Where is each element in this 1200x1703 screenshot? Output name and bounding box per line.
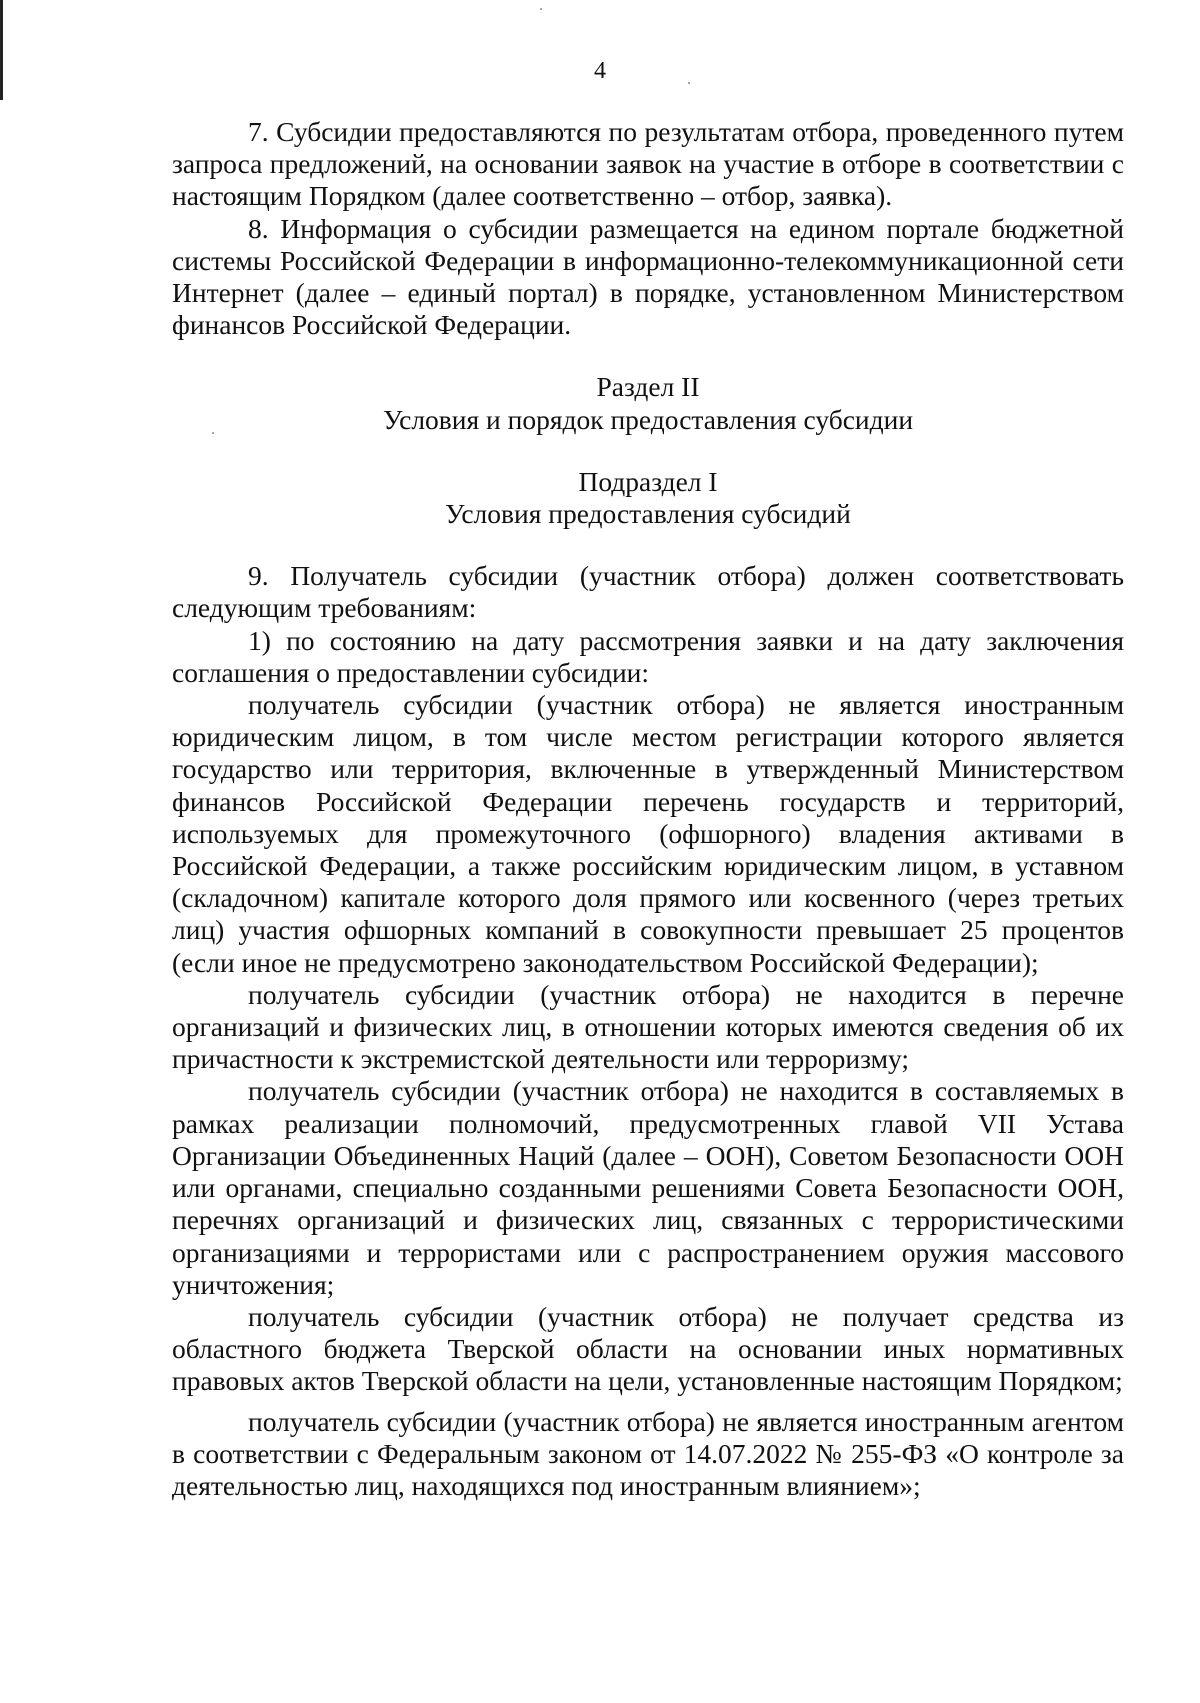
requirement-no-other-funds: получатель субсидии (участник отбора) не получает средства из областного бюджета Тверской области на основании иных нормативных правовых актов Тверской области на цели, установленные настоящим Порядком; <box>172 1300 1124 1397</box>
paragraph-8: 8. Информация о субсидии размещается на едином портале бюджетной системы Российской Федерации в информационно-телекоммуникационной сети Интернет (далее – единый портал) в порядке, установленном Министерством финансов Российской Федерации. <box>172 212 1124 341</box>
requirement-not-un-list: получатель субсидии (участник отбора) не находится в составляемых в рамках реализации полномочий, предусмотренных главой VII Устава Организации Объединенных Наций (далее – ООН), Советом Безопасности ООН или органами, специально созданными решениями Совета Безопасности ООН, перечнях организаций и физических лиц, связанных с террористическими организациями и террористами или с распространением оружия массового уничтожения; <box>172 1075 1124 1300</box>
clause-1: 1) по состоянию на дату рассмотрения заявки и на дату заключения соглашения о предоставлении субсидии: <box>172 624 1124 688</box>
subsection-title: Условия предоставления субсидий <box>445 498 851 530</box>
requirement-not-extremist-list: получатель субсидии (участник отбора) не находится в перечне организаций и физических лиц, в отношении которых имеются сведения об их причастности к экстремистской деятельности или терроризму; <box>172 978 1124 1075</box>
paragraph-7: 7. Субсидии предоставляются по результатам отбора, проведенного путем запроса предложений, на основании заявок на участие в отборе в соответствии с настоящим Порядком (далее соответственно – отбор, заявка). <box>172 116 1124 212</box>
requirement-not-foreign-agent: получатель субсидии (участник отбора) не является иностранным агентом в соответствии с Федеральным законом от 14.07.2022 № 255-ФЗ «О контроле за деятельностью лиц, находящихся под иностранным влиянием»; <box>172 1405 1124 1501</box>
scan-speck <box>540 8 542 10</box>
document-body <box>172 116 1124 1502</box>
page-number: 4 <box>594 58 606 84</box>
subsection-label: Подраздел I <box>578 465 718 497</box>
section-label: Раздел II <box>596 371 700 403</box>
paragraph-9: 9. Получатель субсидии (участник отбора) должен соответствовать следующим требованиям: <box>172 560 1124 624</box>
requirement-not-foreign-entity: получатель субсидии (участник отбора) не является иностранным юридическим лицом, в том числе местом регистрации которого является государство или территория, включенные в утвержденный Министерством финансов Российской Федерации перечень государств и территорий, используемых для промежуточного (офшорного) владения активами в Российской Федерации, а также российским юридическим лицом, в уставном (складочном) капитале которого доля прямого или косвенного (через третьих лиц) участия офшорных компаний в совокупности превышает 25 процентов (если иное не предусмотрено законодательством Российской Федерации); <box>172 689 1124 978</box>
section-title: Условия и порядок предоставления субсидии <box>382 403 914 435</box>
